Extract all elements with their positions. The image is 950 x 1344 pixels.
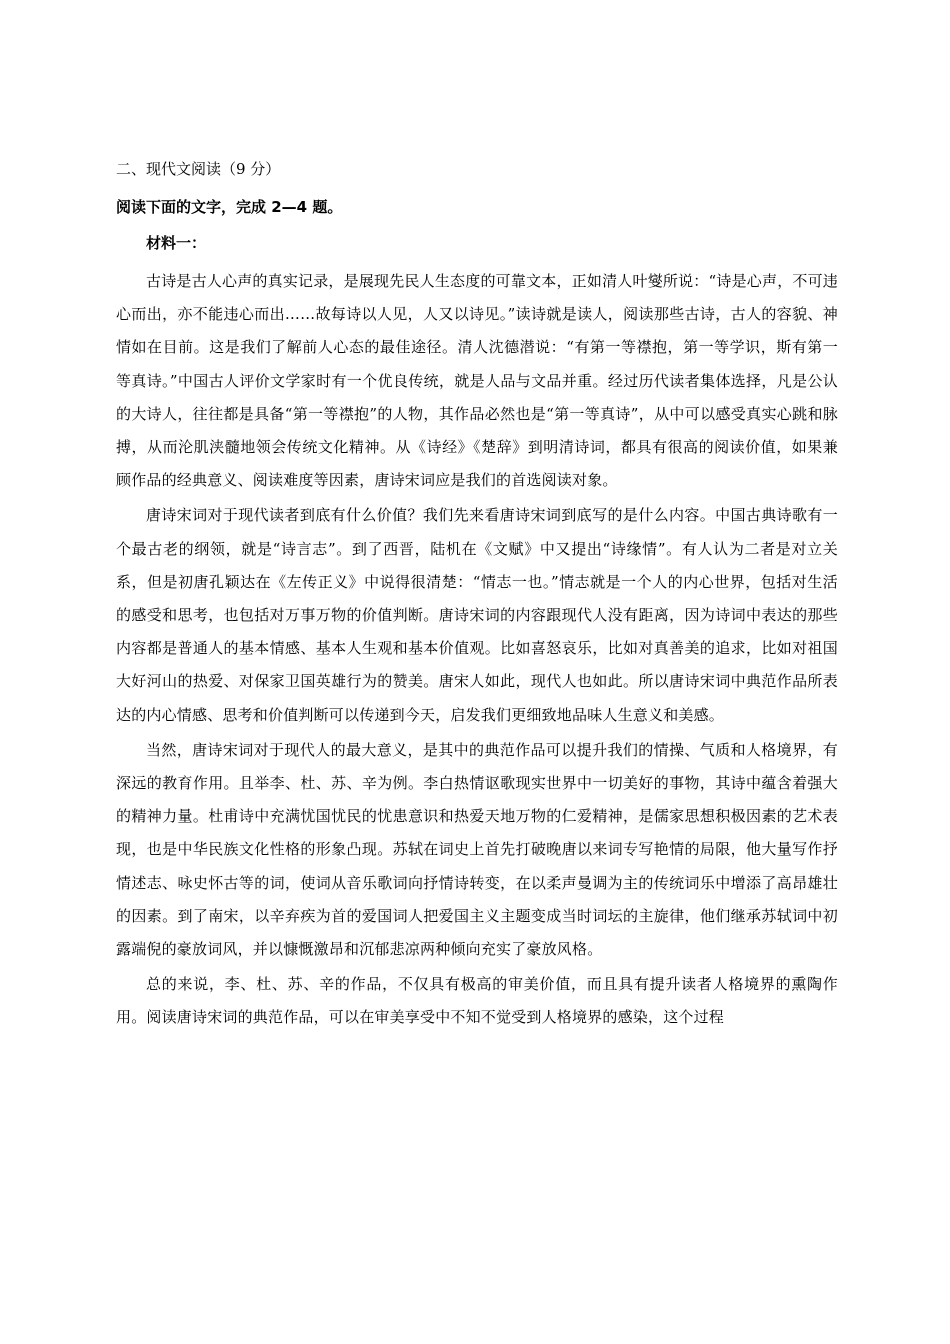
paragraph-2: 唐诗宋词对于现代读者到底有什么价值？我们先来看唐诗宋词到底写的是什么内容。中国古典诗歌有一个最古老的纲领，就是“诗言志”。到了西晋，陆机在《文赋》中又提出“诗缘情”。有人认为二者是对立关系，但是初唐孔颖达在《左传正义》中说得很清楚：“情志一也。”情志就是一个人的内心世界，包括对生活的感受和思考，也包括对万事万物的价值判断。唐诗宋词的内容跟现代人没有距离，因为诗词中表达的那些内容都是普通人的基本情感、基本人生观和基本价值观。比如喜怒哀乐，比如对真善美的追求，比如对祖国大好河山的热爱、对保家卫国英雄行为的赞美。唐宋人如此，现代人也如此。所以唐诗宋词中典范作品所表达的内心情感、思考和价值判断可以传递到今天，启发我们更细致地品味人生意义和美感。 (116, 506, 838, 724)
question-instruction: 阅读下面的文字，完成 2—4 题。 (116, 198, 343, 216)
paragraph-3: 当然，唐诗宋词对于现代人的最大意义，是其中的典范作品可以提升我们的情操、气质和人格境界，有深远的教育作用。且举李、杜、苏、辛为例。李白热情讴歌现实世界中一切美好的事物，其诗中蕴含着强大的精神力量。杜甫诗中充满忧国忧民的忧患意识和热爱天地万物的仁爱精神，是儒家思想积极因素的艺术表现，也是中华民族文化性格的形象凸现。苏轼在词史上首先打破晚唐以来词专写艳情的局限，他大量写作抒情述志、咏史怀古等的词，使词从音乐歌词向抒情诗转变，在以柔声曼调为主的传统词乐中增添了高昂雄壮的因素。到了南宋，以辛弃疾为首的爱国词人把爱国主义主题变成当时词坛的主旋律，他们继承苏轼词中初露端倪的豪放词风，并以慷慨激昂和沉郁悲凉两种倾向充实了豪放风格。 (116, 740, 838, 959)
paragraph-4: 总的来说，李、杜、苏、辛的作品，不仅具有极高的审美价值，而且具有提升读者人格境界的熏陶作用。阅读唐诗宋词的典范作品，可以在审美享受中不知不觉受到人格境界的感染，这个过程 (116, 975, 838, 1027)
document-page (116, 157, 838, 1037)
paragraph-1: 古诗是古人心声的真实记录，是展现先民人生态度的可靠文本，正如清人叶燮所说：“诗是心声，不可违心而出，亦不能违心而出……故每诗以人见，人又以诗见。”读诗就是读人，阅读那些古诗，古人的容貌、神情如在目前。这是我们了解前人心态的最佳途径。清人沈德潜说：“有第一等襟抱，第一等学识，斯有第一等真诗。”中国古人评价文学家时有一个优良传统，就是人品与文品并重。经过历代读者集体选择，凡是公认的大诗人，往往都是具备“第一等襟抱”的人物，其作品必然也是“第一等真诗”，从中可以感受真实心跳和脉搏，从而沦肌浃髓地领会传统文化精神。从《诗经》《楚辞》到明清诗词，都具有很高的阅读价值，如果兼顾作品的经典意义、阅读难度等因素，唐诗宋词应是我们的首选阅读对象。 (116, 272, 838, 490)
material-label: 材料一： (146, 234, 207, 252)
section-heading: 二、现代文阅读（9 分） (116, 160, 281, 178)
